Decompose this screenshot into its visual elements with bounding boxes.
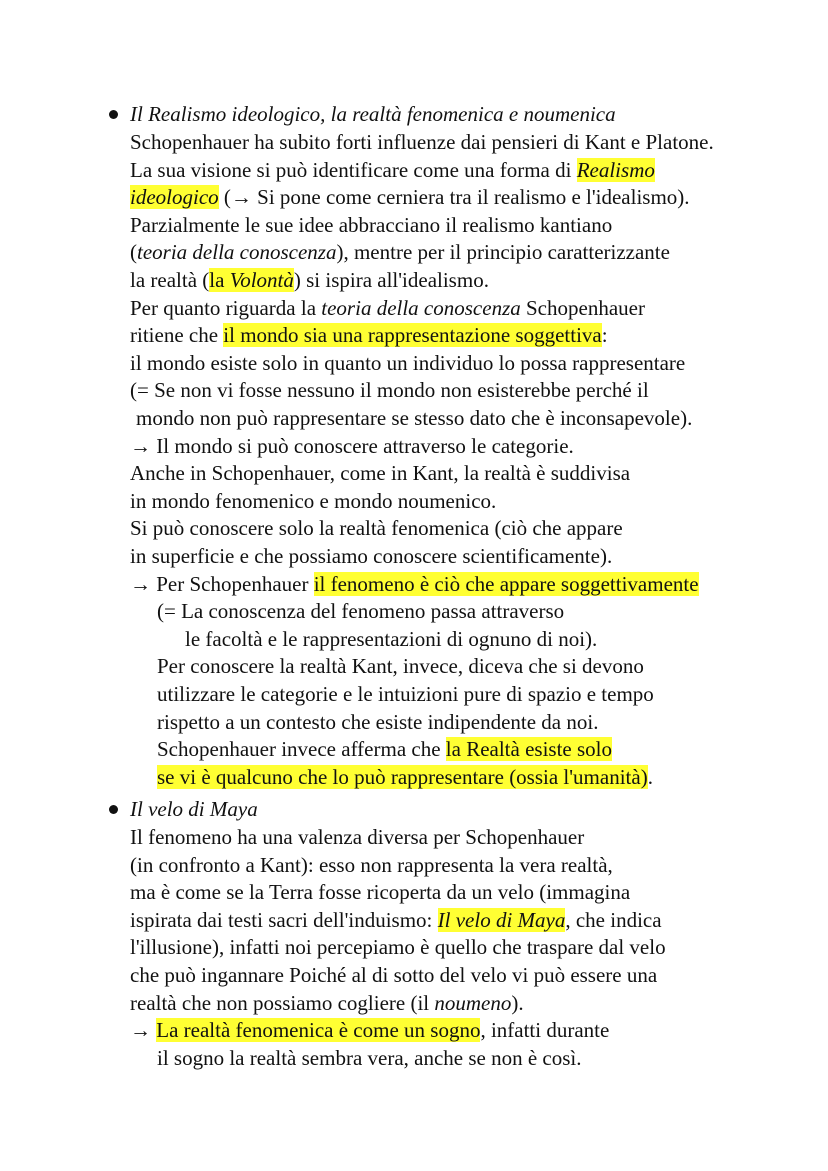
text-run: Anche in Schopenhauer, come in Kant, la realtà è suddivisa <box>130 461 631 485</box>
text-line <box>130 571 699 598</box>
text-run: → Per Schopenhauer <box>130 572 314 596</box>
text-run: , infatti durante <box>480 1018 610 1042</box>
highlighted-text: il fenomeno è ciò che appare soggettivamente <box>313 572 699 596</box>
highlighted-text: ideologico <box>130 185 219 209</box>
text-line <box>130 322 608 349</box>
text-run: la realtà ( <box>130 268 210 292</box>
text-run: Schopenhauer ha subito forti influenze dai pensieri di Kant e Platone. <box>130 130 714 154</box>
text-run: che può ingannare Poiché al di sotto del velo vi può essere una <box>130 963 658 987</box>
text-line <box>157 1045 582 1072</box>
highlighted-text: Il velo di Maya <box>437 908 566 932</box>
text-run: Parzialmente le sue idee abbracciano il realismo kantiano <box>130 213 613 237</box>
text-run: Per conoscere la realtà Kant, invece, diceva che si devono <box>157 654 644 678</box>
text-run: , che indica <box>565 908 662 932</box>
text-run: : <box>601 323 608 347</box>
text-line <box>130 460 630 487</box>
text-line <box>130 962 657 989</box>
text-run: teoria della conoscenza <box>137 240 337 264</box>
text-run: ) si ispira all'idealismo. <box>293 268 489 292</box>
text-run: (in confronto a Kant): esso non rappresenta la vera realtà, <box>130 853 613 877</box>
text-line <box>136 405 692 432</box>
highlighted-text: la Realtà esiste solo <box>445 737 613 761</box>
text-run: → Il mondo si può conoscere attraverso le categorie. <box>130 434 574 458</box>
text-run: rispetto a un contesto che esiste indipendente da noi. <box>157 710 599 734</box>
text-run: Si può conoscere solo la realtà fenomenica (ciò che appare <box>130 516 623 540</box>
text-run: realtà che non possiamo cogliere (il <box>130 991 435 1015</box>
text-line <box>130 488 496 515</box>
highlighted-text: La realtà fenomenica è come un sogno <box>156 1018 481 1042</box>
bullet-icon <box>109 110 118 119</box>
text-run: ). <box>511 991 524 1015</box>
text-run: ( <box>130 240 137 264</box>
text-line <box>130 433 574 460</box>
highlighted-text: il mondo sia una rappresentazione soggettiva <box>223 323 602 347</box>
text-line <box>130 184 690 211</box>
text-line <box>130 239 670 266</box>
text-line <box>130 295 645 322</box>
text-run: il mondo esiste solo in quanto un individuo lo possa rappresentare <box>130 351 686 375</box>
text-run: Il fenomeno ha una valenza diversa per Schopenhauer <box>130 825 585 849</box>
text-run: (= La conoscenza del fenomeno passa attraverso <box>157 599 565 623</box>
text-line <box>130 267 489 294</box>
section-title: Il Realismo ideologico, la realtà fenomenica e noumenica <box>130 102 616 126</box>
text-run: ispirata dai testi sacri dell'induismo: <box>130 908 438 932</box>
text-run: l'illusione), infatti noi percepiamo è quello che traspare dal velo <box>130 935 666 959</box>
text-run: il sogno la realtà sembra vera, anche se non è così. <box>157 1046 582 1070</box>
text-run: Schopenhauer invece afferma che <box>157 737 446 761</box>
text-line <box>130 212 612 239</box>
text-run: teoria della conoscenza <box>321 296 521 320</box>
text-line <box>157 653 644 680</box>
text-run: le facoltà e le rappresentazioni di ognuno di noi). <box>185 627 598 651</box>
text-line <box>130 934 666 961</box>
highlighted-text: la <box>209 268 230 292</box>
text-line <box>157 709 598 736</box>
highlighted-text: Volontà <box>229 268 294 292</box>
text-line <box>130 515 623 542</box>
text-line <box>130 543 612 570</box>
text-run: in mondo fenomenico e mondo noumenico. <box>130 489 497 513</box>
text-run: (= Se non vi fosse nessuno il mondo non esisterebbe perché il <box>130 378 649 402</box>
highlighted-text: se vi è qualcuno che lo può rappresentare (ossia l'umanità) <box>157 765 648 789</box>
text-run: ), mentre per il principio caratterizzante <box>336 240 670 264</box>
text-run: . <box>647 765 653 789</box>
text-line <box>157 681 654 708</box>
text-line <box>130 129 714 156</box>
text-line <box>130 852 613 879</box>
text-run: (→ Si pone come cerniera tra il realismo e l'idealismo). <box>218 185 690 209</box>
text-line <box>130 879 630 906</box>
text-line <box>130 157 655 184</box>
text-line <box>130 1017 609 1044</box>
text-run: La sua visione si può identificare come una forma di <box>130 158 577 182</box>
highlighted-text: Realismo <box>576 158 655 182</box>
text-run: in superficie e che possiamo conoscere scientificamente). <box>130 544 613 568</box>
text-line <box>157 764 653 791</box>
section-title: Il velo di Maya <box>130 797 258 821</box>
text-run: noumeno <box>434 991 512 1015</box>
bullet-icon <box>109 805 118 814</box>
text-line <box>130 824 584 851</box>
text-run: Schopenhauer <box>520 296 645 320</box>
text-run: mondo non può rappresentare se stesso dato che è inconsapevole). <box>136 406 693 430</box>
text-line <box>157 736 612 763</box>
text-line <box>130 377 649 404</box>
text-line <box>185 626 597 653</box>
text-run: ma è come se la Terra fosse ricoperta da un velo (immagina <box>130 880 631 904</box>
text-run: utilizzare le categorie e le intuizioni pure di spazio e tempo <box>157 682 654 706</box>
text-run: Per quanto riguarda la <box>130 296 322 320</box>
text-line <box>130 350 685 377</box>
text-run: ritiene che <box>130 323 224 347</box>
text-line <box>130 907 662 934</box>
text-line <box>130 990 524 1017</box>
text-run: → <box>130 1018 157 1042</box>
text-line <box>157 598 564 625</box>
